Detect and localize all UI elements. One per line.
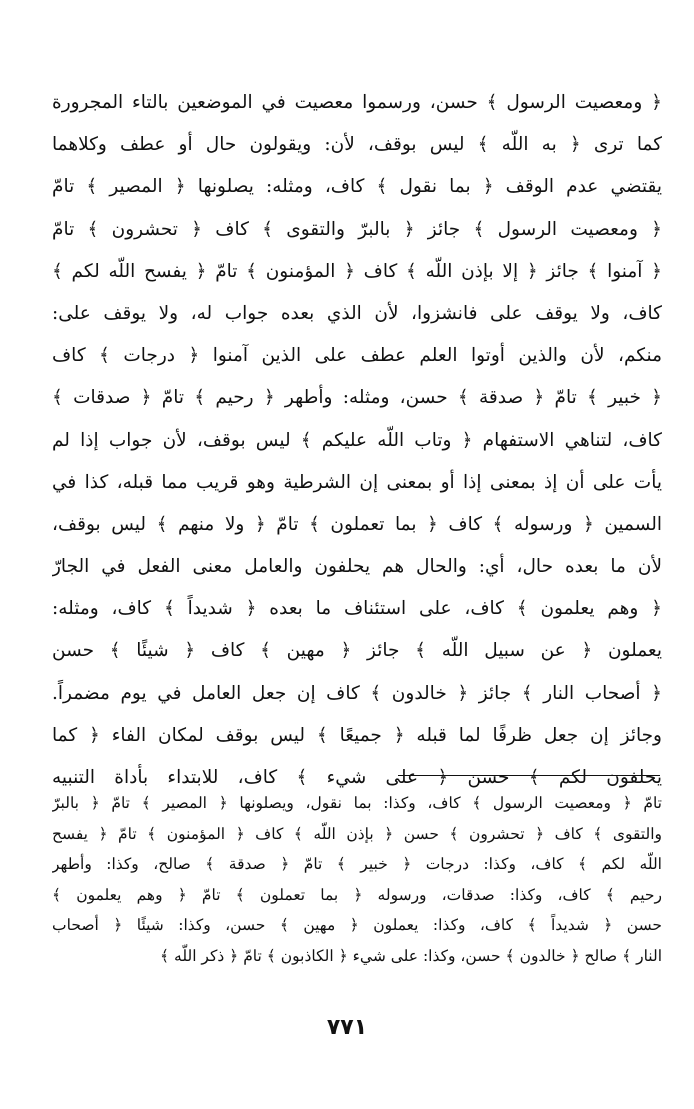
main-text-line: ﴿ خبير ﴾ تامّ ﴿ صدقة ﴾ حسن، ومثله: وأطهر ﴿ رحيم ﴾ تامّ ﴿ صدقات ﴾	[52, 387, 662, 409]
main-text-line: ﴿ ومعصيت الرسول ﴾ جائز ﴿ بالبرّ والتقوى ﴾ كاف ﴿ تحشرون ﴾ تامّ	[52, 218, 662, 240]
main-text-line: يحلفون لكم ﴾ حسن ﴿ على شيء ﴾ كاف، للابتداء بأداة التنبيه	[52, 767, 662, 788]
main-text-line: منكم، لأن والذين أوتوا العلم عطف على الذين آمنوا ﴿ درجات ﴾ كاف	[52, 345, 662, 367]
main-text-line: ﴿ وهم يعلمون ﴾ كاف، على استئناف ما بعده ﴿ شديداً ﴾ كاف، ومثله:	[52, 598, 662, 620]
footnote-line: النار ﴾ صالح ﴿ خالدون ﴾ حسن، وكذا: على شيء ﴿ الكاذبون ﴾ تامّ ﴿ ذكر اللّه ﴾	[160, 946, 662, 965]
footnote-line: تامّ ﴿ ومعصيت الرسول ﴾ كاف، وكذا: بما نقول، ويصلونها ﴿ المصير ﴾ تامّ ﴿ بالبرّ	[52, 794, 662, 812]
footnotes-block	[52, 788, 662, 971]
main-text-line: يقتضي عدم الوقف ﴿ بما نقول ﴾ كاف، ومثله: يصلونها ﴿ المصير ﴾ تامّ	[52, 176, 662, 198]
main-text-line: ﴿ ومعصيت الرسول ﴾ حسن، ورسموا معصيت في الموضعين بالتاء المجرورة	[52, 92, 662, 113]
main-text-line: كاف، لتناهي الاستفهام ﴿ وتاب اللّه عليكم ﴾ ليس بوقف، لأن جواب إذا لم	[52, 429, 662, 451]
page-number: ٧٧١	[326, 1015, 368, 1040]
main-text-line: كاف، ولا يوقف على فانشزوا، لأن الذي بعده جواب له، ولا يوقف على:	[52, 302, 662, 324]
main-text-line: يعملون ﴿ عن سبيل اللّه ﴾ جائز ﴿ مهين ﴾ كاف ﴿ شيئًا ﴾ حسن	[52, 640, 662, 662]
main-text-line: السمين ﴿ ورسوله ﴾ كاف ﴿ بما تعملون ﴾ تامّ ﴿ ولا منهم ﴾ ليس بوقف،	[52, 513, 662, 535]
main-text-line: وجائز إن جعل ظرفًا لما قبله ﴿ جميعًا ﴾ ليس بوقف لمكان الفاء ﴿ كما	[52, 724, 662, 746]
main-text-line: لأن ما بعده حال، أي: والحال هم يحلفون والعامل معنى الفعل في الجارّ	[52, 556, 662, 578]
main-text-block	[52, 82, 662, 799]
main-text-line: ﴿ أصحاب النار ﴾ جائز ﴿ خالدون ﴾ كاف إن جعل العامل في يوم مضمراً.	[52, 682, 662, 704]
main-text-line: يأت على أن إذ بمعنى إذا أو بمعنى إن الشرطية وهو قريب مما قبله، كذا في	[52, 471, 662, 493]
footnote-line: اللّه لكم ﴾ كاف، وكذا: درجات ﴿ خبير ﴾ تامّ ﴿ صدقة ﴾ صالح، وكذا: وأطهر	[52, 855, 662, 873]
main-text-line: كما ترى ﴿ به اللّه ﴾ ليس بوقف، لأن: ويقولون حال أو عطف وكلاهما	[52, 134, 662, 156]
footnote-line: حسن ﴿ شديداً ﴾ كاف، وكذا: يعملون ﴿ مهين ﴾ حسن، وكذا: شيئًا ﴿ أصحاب	[52, 916, 662, 934]
footnote-line: والتقوى ﴾ كاف ﴿ تحشرون ﴾ حسن ﴿ بإذن اللّه ﴾ كاف ﴿ المؤمنون ﴾ تامّ ﴿ يفسح	[52, 824, 662, 843]
footnote-separator	[398, 775, 660, 776]
main-text-line: ﴿ آمنوا ﴾ جائز ﴿ إلا بإذن اللّه ﴾ كاف ﴿ المؤمنون ﴾ تامّ ﴿ يفسح اللّه لكم ﴾	[52, 260, 662, 282]
footnote-line: رحيم ﴾ كاف، وكذا: صدقات، ورسوله ﴿ بما تعملون ﴾ تامّ ﴿ وهم يعلمون ﴾	[52, 885, 662, 904]
